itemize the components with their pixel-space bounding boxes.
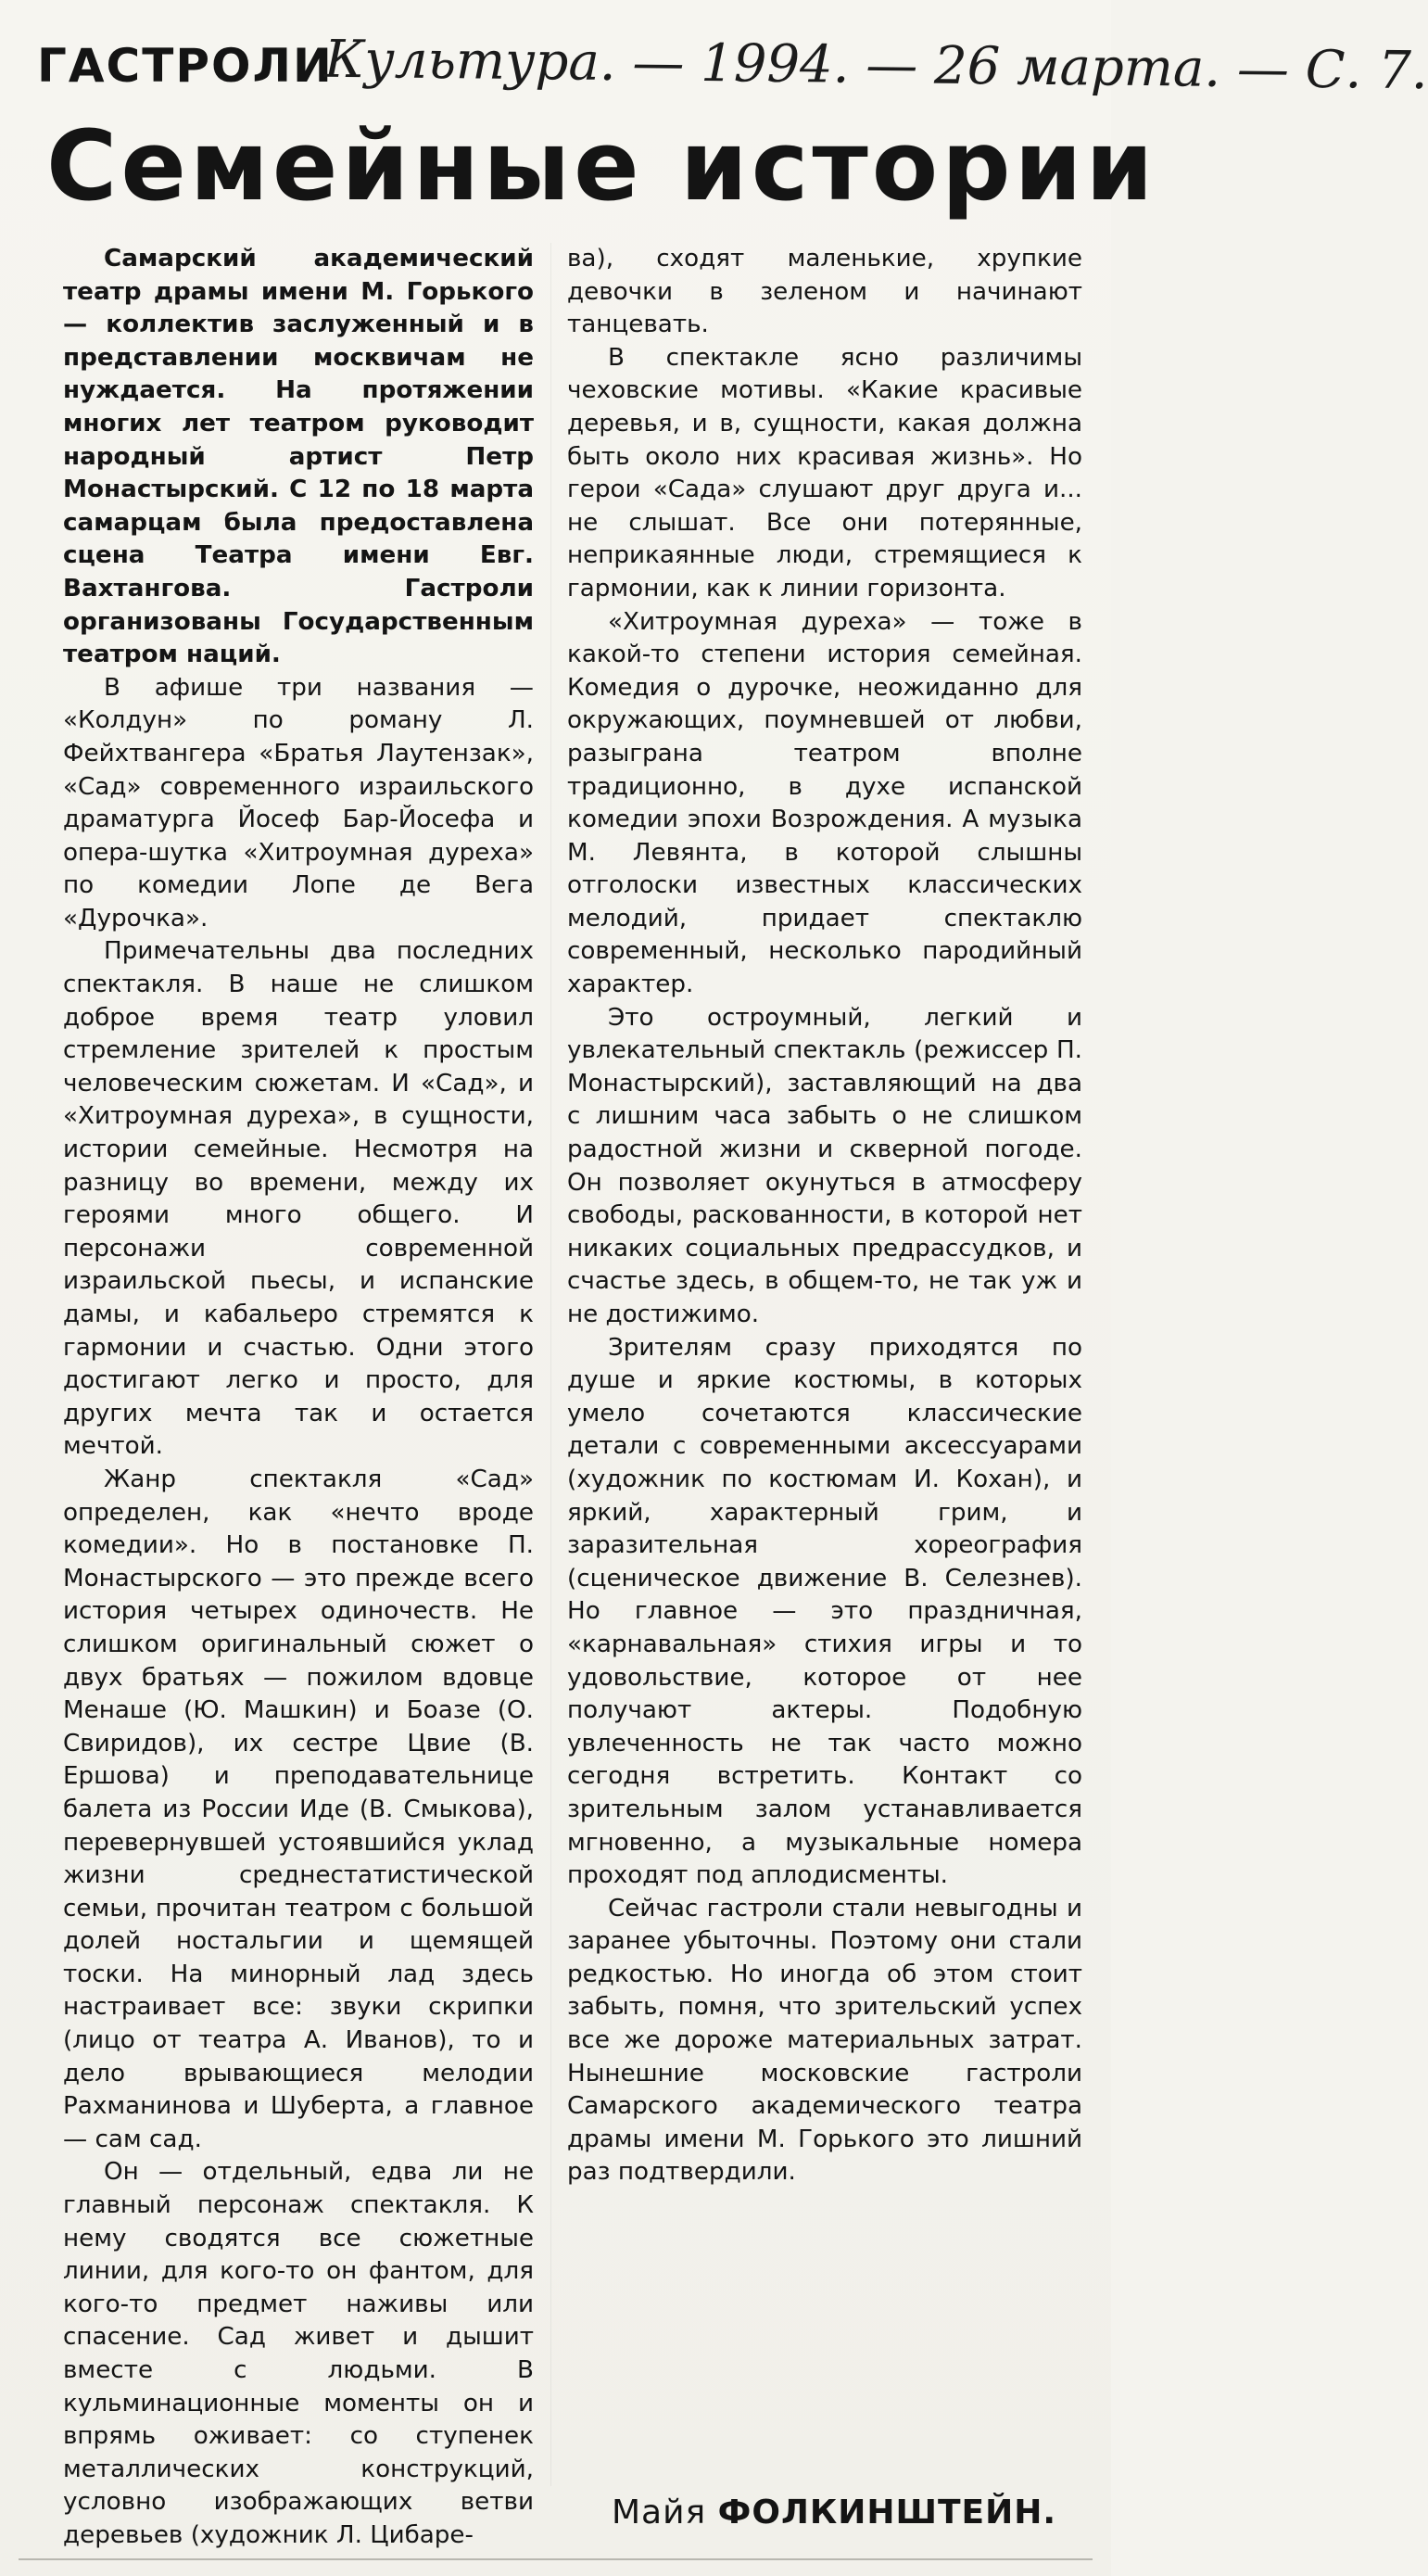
author-signature bbox=[612, 2494, 1056, 2532]
section-rubric: ГАСТРОЛИ bbox=[37, 39, 334, 93]
article-column-right bbox=[567, 243, 1082, 2189]
article-paragraph: Зрителям сразу приходятся по душе и яркие костюмы, в которых умело сочетаются классические детали с современными аксессуарами (художник по костюмам И. Кохан), и яркий, характерный грим, и заразительная хореография (сценическое движение В. Селезнев). Но главное — это праздничная, «карнавальная» стихия игры и то удовольствие, которое от нее получают актеры. Подобную увлеченность не так часто можно сегодня встретить. Контакт со зрительным залом устанавливается мгновенно, а музыкальные номера проходят под аплодисменты. bbox=[567, 1333, 1082, 1890]
handwritten-source-note: Культура. — 1994. — 26 марта. — С. 7. bbox=[323, 29, 1428, 102]
column-gutter bbox=[550, 243, 551, 2486]
article-paragraph: Он — отдельный, едва ли не главный персонаж спектакля. К нему сводятся все сюжетные линии, для кого-то он фантом, для кого-то предмет наживы или спасение. Сад живет и дышит вместе с людьми. В кульминационные моменты он и впрямь оживает: со ступенек металлических конструкций, условно изображающих ветви деревьев (художник Л. Цибаре- bbox=[63, 2158, 534, 2549]
article-paragraph: Сейчас гастроли стали невыгодны и заранее убыточны. Поэтому они стали редкостью. Но иногда об этом стоит забыть, помня, что зрительский успех все же дороже материальных затрат. Нынешние московские гастроли Самарского академического театра драмы имени М. Горького это лишний раз подтвердили. bbox=[567, 1894, 1082, 2187]
article-paragraph: ва), сходят маленькие, хрупкие девочки в зеленом и начинают танцевать. bbox=[567, 245, 1082, 339]
author-surname: ФОЛКИНШТЕЙН. bbox=[717, 2494, 1057, 2532]
author-first-name: Майя bbox=[612, 2494, 707, 2532]
article-headline: Семейные истории bbox=[46, 109, 1157, 222]
article-paragraph: Примечательны два последних спектакля. В наше не слишком доброе время театр уловил стремление зрителей к простым человеческим сюжетам. И «Сад», и «Хитроумная дуреха», в сущности, истории семейные. Несмотря на разницу во времени, между их героями много общего. И персонажи современной израильской пьесы, и испанские дамы, и кабальеро стремятся к гармонии и счастью. Одни этого достигают легко и просто, для других мечта так и остается мечтой. bbox=[63, 937, 534, 1461]
article-column-left bbox=[63, 243, 534, 2553]
article-paragraph: Это остроумный, легкий и увлекательный спектакль (режиссер П. Монастырский), заставляющий на два с лишним часа забыть о не слишком радостной жизни и скверной погоде. Он позволяет окунуться в атмосферу свободы, раскованности, в которой нет никаких социальных предрассудков, и счастье здесь, в общем-то, не так уж и не достижимо. bbox=[567, 1003, 1082, 1328]
article-paragraph: Жанр спектакля «Сад» определен, как «нечто вроде комедии». Но в постановке П. Монастырского — это прежде всего история четырех одиночеств. Не слишком оригинальный сюжет о двух братьях — пожилом вдовце Менаше (Ю. Машкин) и Боазе (О. Свиридов), их сестре Цвие (В. Ершова) и преподавательнице балета из России Иде (В. Смыкова), перевернувшей устоявшийся уклад жизни среднестатистической семьи, прочитан театром с большой долей ностальгии и щемящей тоски. На минорный лад здесь настраивает все: звуки скрипки (лицо от театра А. Иванов), то и дело врывающиеся мелодии Рахманинова и Шуберта, а главное — сам сад. bbox=[63, 1465, 534, 2153]
article-lead: Самарский академический театр драмы имени М. Горького — коллектив заслуженный и в представлении москвичам не нуждается. На протяжении многих лет театром руководит народный артист Петр Монастырский. С 12 по 18 марта самарцам была предоставлена сцена Театра имени Евг. Вахтангова. Гастроли организованы Государственным театром наций. bbox=[63, 245, 534, 669]
article-paragraph: В спектакле ясно различимы чеховские мотивы. «Какие красивые деревья, и в, сущности, какая должна быть около них красивая жизнь». Но герои «Сада» слушают друг друга и... не слышат. Все они потерянные, неприкаянные люди, стремящиеся к гармонии, как к линии горизонта. bbox=[567, 343, 1082, 603]
bottom-divider bbox=[19, 2558, 1093, 2560]
article-paragraph: В афише три названия — «Колдун» по роману Л. Фейхтвангера «Братья Лаутензак», «Сад» современного израильского драматурга Йосеф Бар-Йосефа и опера-шутка «Хитроумная дуреха» по комедии Лопе де Вега «Дурочка». bbox=[63, 673, 534, 933]
article-paragraph: «Хитроумная дуреха» — тоже в какой-то степени история семейная. Комедия о дурочке, неожиданно для окружающих, поумневшей от любви, разыграна театром вполне традиционно, в духе испанской комедии эпохи Возрождения. А музыка М. Левянта, в которой слышны отголоски известных классических мелодий, придает спектаклю современный, несколько пародийный характер. bbox=[567, 607, 1082, 999]
